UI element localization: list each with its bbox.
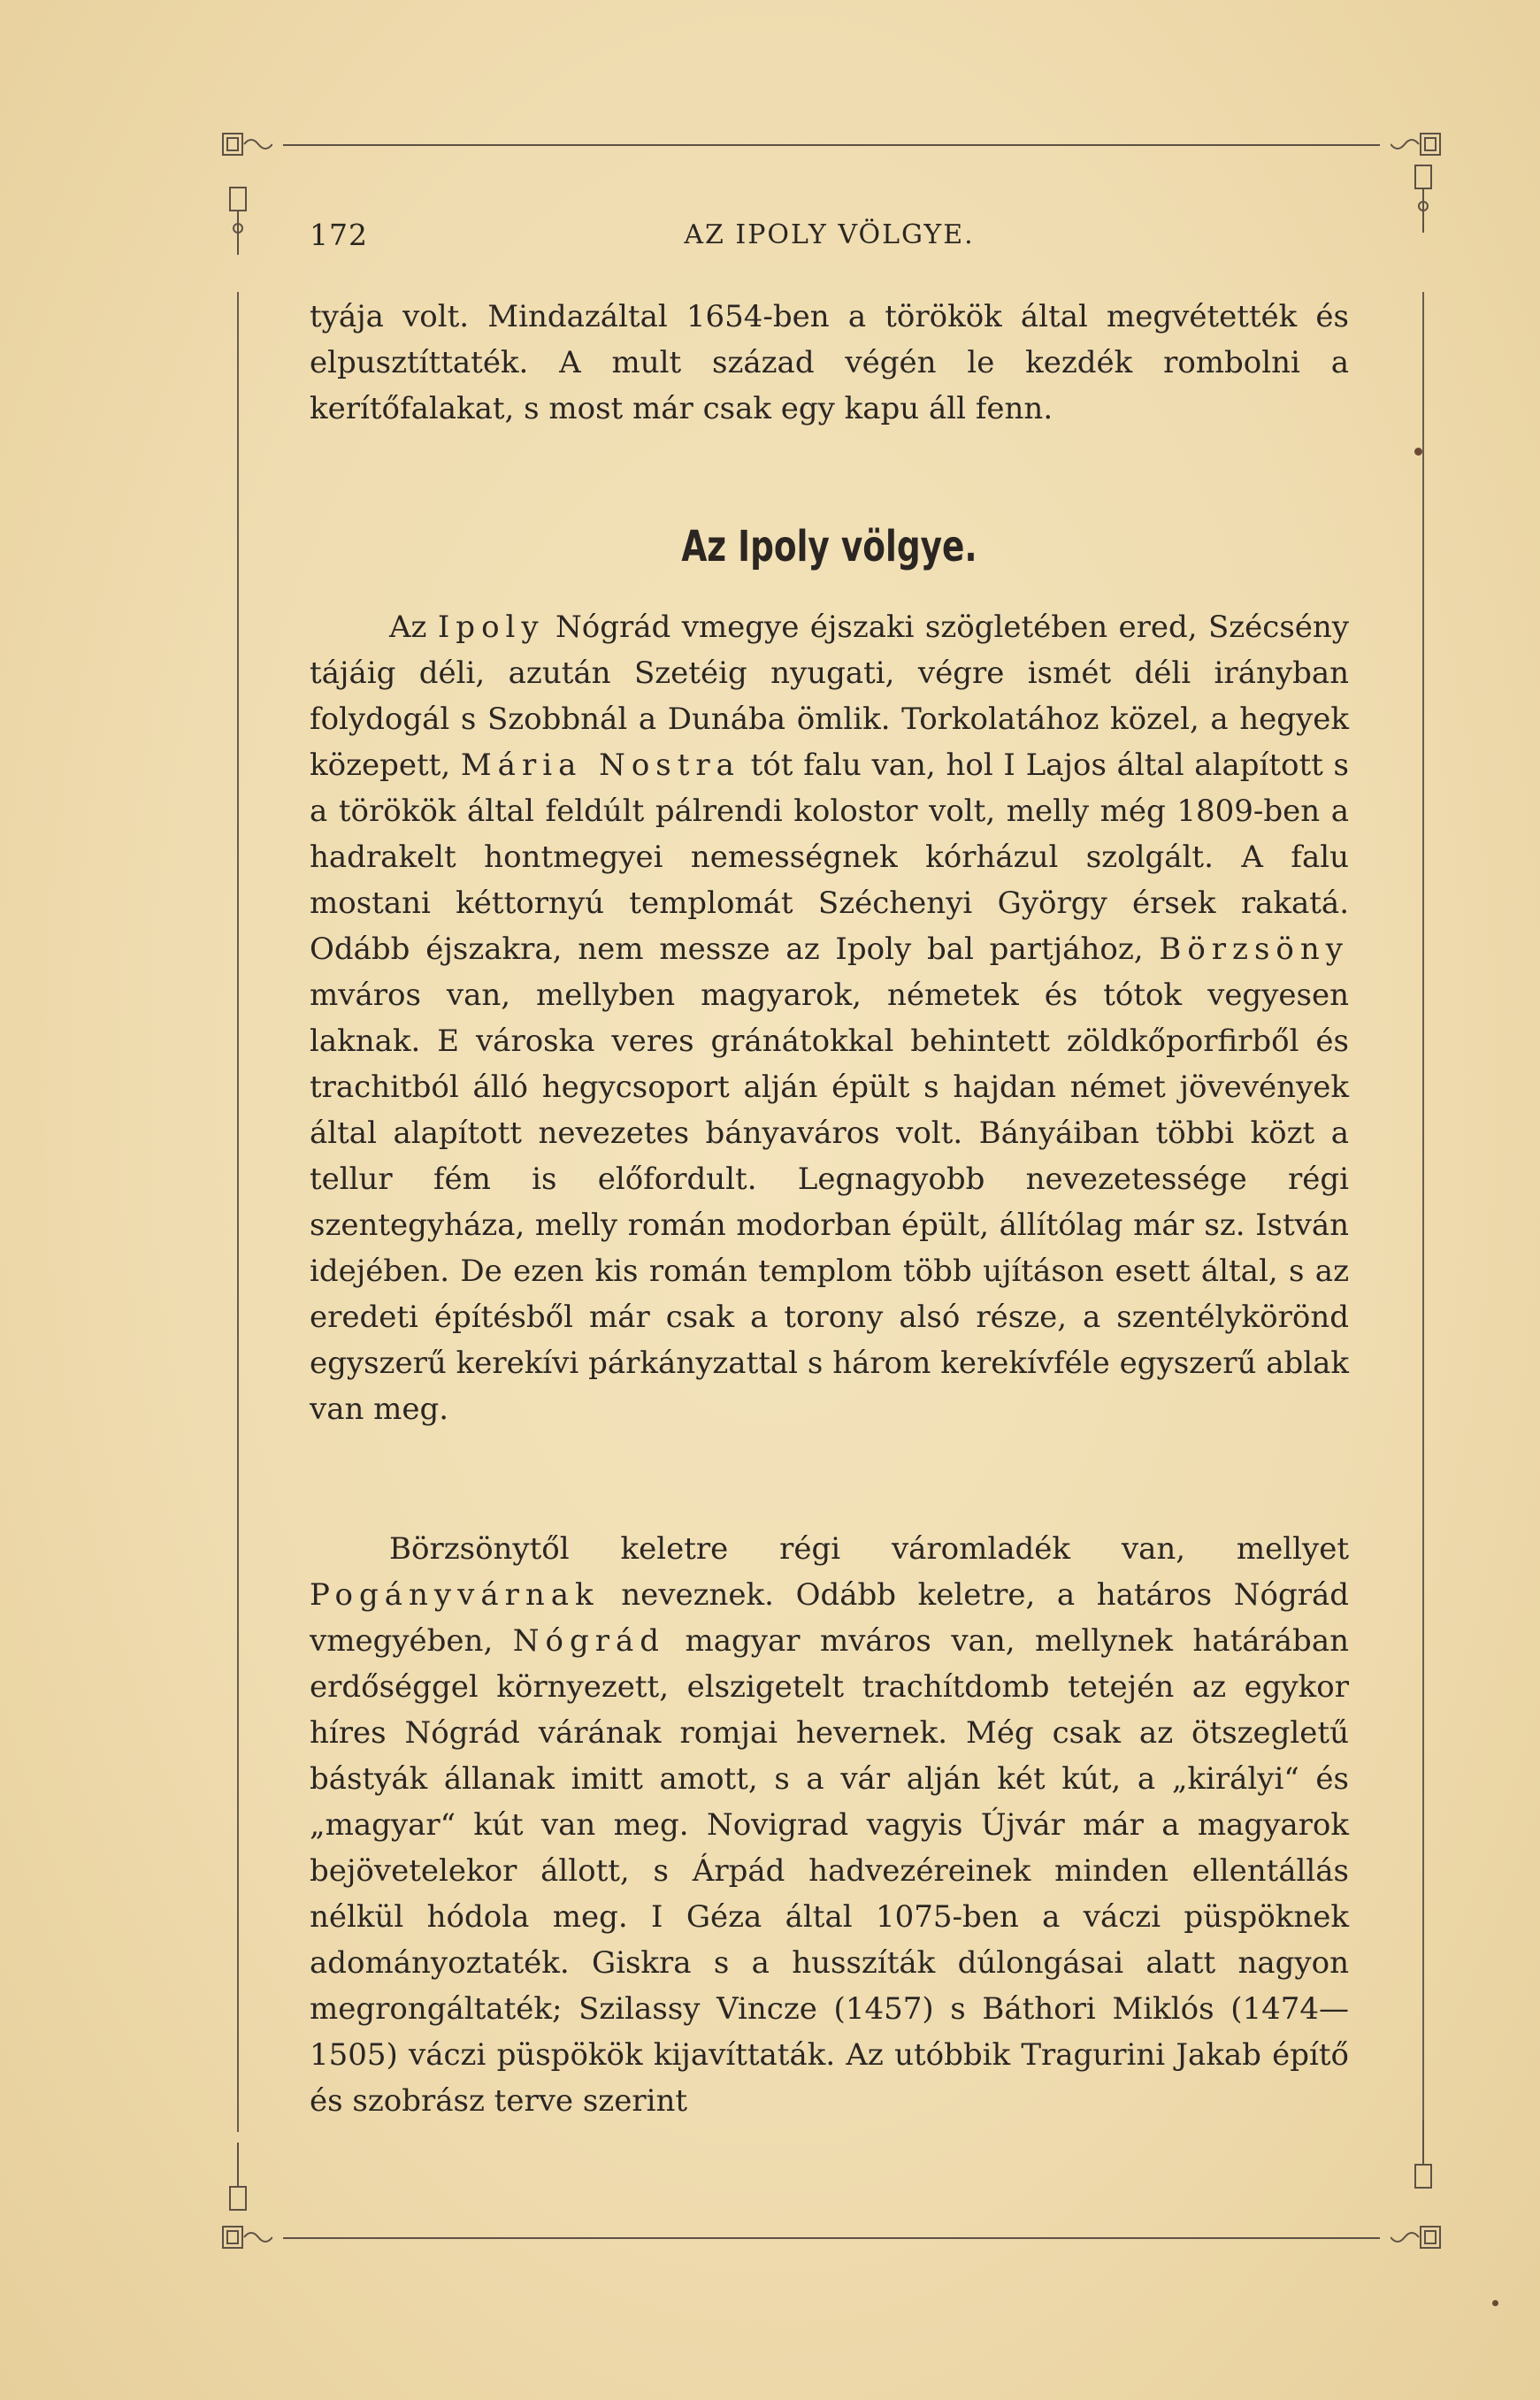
corner-ornament-icon xyxy=(1391,128,1442,160)
text-run: Börzsönytől keletre régi váromladék van, mellyet xyxy=(389,1531,1349,1567)
emphasized-name-nograd: Nógrád xyxy=(512,1623,666,1659)
paragraph-text xyxy=(310,604,1349,1432)
running-title: AZ IPOLY VÖLGYE. xyxy=(684,219,975,250)
bottom-rule-line xyxy=(283,2237,1380,2239)
paper-speck xyxy=(1414,448,1422,456)
emphasized-name-maria-nostra: Mária Nostra xyxy=(460,748,740,783)
text-run: Az xyxy=(389,610,438,645)
left-ornament-icon xyxy=(225,186,251,257)
page-number: 172 xyxy=(310,218,368,252)
intro-paragraph xyxy=(310,294,1349,432)
emphasized-name-poganyvar: Pogányvárnak xyxy=(310,1577,600,1613)
text-run: tót falu van, hol I Lajos által alapított s a törökök által feldúlt pálrendi kolostor volt, melly még 1809-ben a hadrakelt hontmegyei nemességnek kórházul szolgált. A falu mostani kéttornyú templomát Széchenyi György érsek rakatá. Odább éjszakra, nem messze az Ipoly bal partjához, xyxy=(310,748,1349,967)
emphasized-name-borzsony: Börzsöny xyxy=(1159,932,1349,967)
left-lower-ornament-icon xyxy=(225,2141,251,2212)
right-border-line xyxy=(1422,292,1424,2132)
text-run: Nógrád vmegye éjszaki szögletében ered, Szécsény tájáig déli, azután Szetéig nyugati, végre ismét déli irányban folydogál s Szobbnál a Dunába ömlik. Torkolatához közel, a hegyek közepett, xyxy=(310,610,1349,783)
body-paragraph-2 xyxy=(310,1526,1349,2124)
paper-speck xyxy=(1492,2300,1498,2306)
right-lower-ornament-icon xyxy=(1410,2119,1437,2189)
right-ornament-icon xyxy=(1410,164,1437,234)
intro-text: tyája volt. Mindazáltal 1654-ben a törökök által megvétették és elpusztíttaték. A mult század végén le kezdék rombolni a kerítőfalakat, s most már csak egy kapu áll fenn. xyxy=(310,299,1349,426)
section-title: Az Ipoly völgye. xyxy=(681,522,977,571)
paragraph-text xyxy=(310,1526,1349,2124)
corner-ornament-icon xyxy=(221,128,272,160)
text-run: magyar mváros van, mellynek határában erdőséggel környezett, elszigetelt trachítdomb tetején az egykor híres Nógrád várának romjai hevernek. Még csak az ötszegletű bástyák állanak imitt amott, s a vár alján két kút, a „királyi“ és „magyar“ kút van meg. Novigrad vagyis Újvár már a magyarok bejövetelekor állott, s Árpád hadvezéreinek minden ellentállás nélkül hódola meg. I Géza által 1075-ben a váczi püspöknek adományoztaték. Giskra s a husszíták dúlongásai alatt nagyon megrongáltaték; Szilassy Vincze (1457) s Báthori Miklós (1474—1505) váczi püspökök kijavíttaták. Az utóbbik Tragurini Jakab építő és szobrász terve szerint xyxy=(310,1623,1349,2119)
left-border-line xyxy=(237,292,239,2132)
bottom-ornamental-border xyxy=(221,2232,1442,2244)
text-run: mváros van, mellyben magyarok, németek és tótok vegyesen laknak. E városka veres gránátokkal behintett zöldkőporfirből és trachitból álló hegycsoport alján épült s hajdan német jövevények által alapított nevezetes bányaváros volt. Bányáiban többi közt a tellur fém is előfordult. Legnagyobb nevezetessége régi szentegyháza, melly román modorban épült, állítólag már sz. István idejében. De ezen kis román templom több ujításon esett által, s az eredeti építésből már csak a torony alsó része, a szentélykörönd egyszerű kerekívi párkányzattal s három kerekívféle egyszerű ablak van meg. xyxy=(310,978,1349,1427)
text-run: neveznek. Odább keletre, a határos Nógrád vmegyében, xyxy=(310,1577,1349,1659)
corner-ornament-icon xyxy=(221,2221,272,2253)
corner-ornament-icon xyxy=(1391,2221,1442,2253)
top-ornamental-border xyxy=(221,139,1442,151)
body-paragraph-1 xyxy=(310,604,1349,1432)
emphasized-name-ipoly: Ipoly xyxy=(437,610,545,645)
top-rule-line xyxy=(283,144,1380,146)
running-header xyxy=(310,218,1349,262)
